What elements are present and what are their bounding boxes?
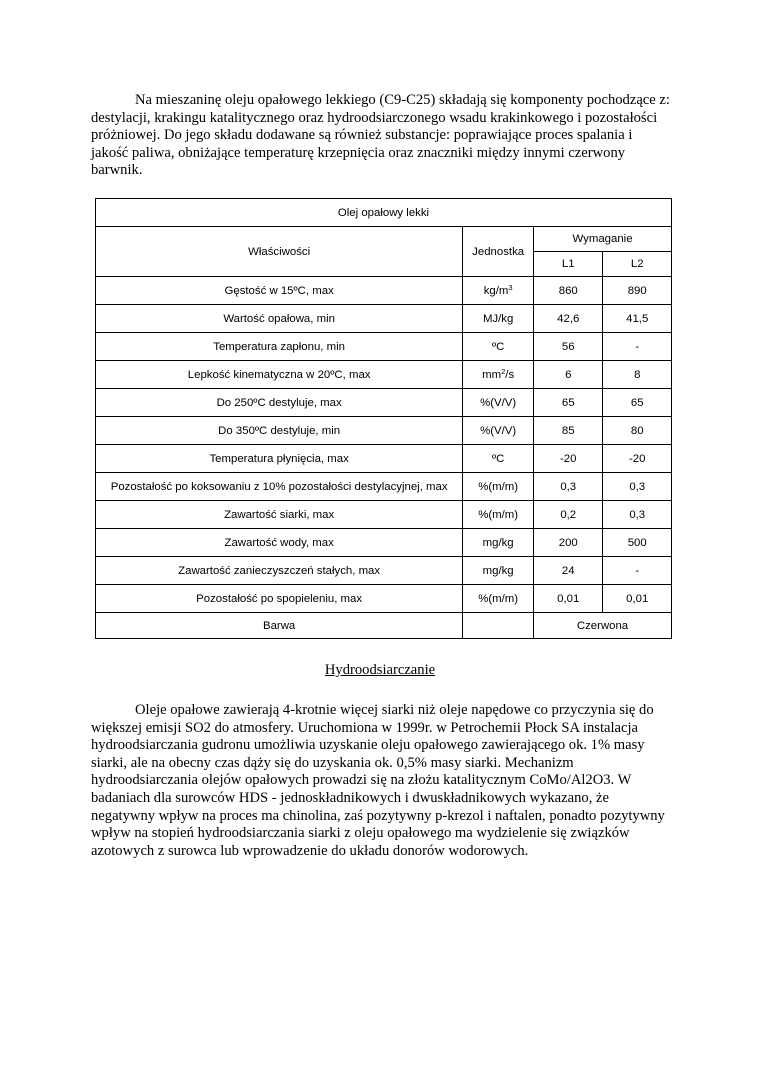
cell-unit-base: %(V/V) [480, 396, 517, 409]
table-row [96, 389, 672, 417]
cell-l1: 85 [534, 417, 603, 445]
cell-unit-base: %(m/m) [478, 508, 519, 521]
color-value: Czerwona [534, 613, 672, 639]
cell-l2: 890 [603, 277, 672, 305]
cell-property: Gęstość w 15ºC, max [96, 277, 463, 305]
section-heading: Hydroodsiarczanie [324, 662, 436, 678]
cell-unit-base: %(m/m) [478, 480, 519, 493]
cell-property: Wartość opałowa, min [96, 305, 463, 333]
cell-property: Zawartość wody, max [96, 529, 463, 557]
table-title: Olej opałowy lekki [96, 199, 672, 227]
cell-property: Zawartość zanieczyszczeń stałych, max [96, 557, 463, 585]
cell-unit-superscript: 2 [501, 366, 506, 376]
table-row [96, 417, 672, 445]
cell-l2: - [603, 557, 672, 585]
table-header-row [96, 227, 672, 252]
cell-unit-base: ºC [491, 340, 505, 353]
cell-l1: 0,01 [534, 585, 603, 613]
table-row [96, 529, 672, 557]
table-row [96, 305, 672, 333]
header-l2: L2 [603, 252, 672, 277]
cell-l1: 65 [534, 389, 603, 417]
table-row [96, 361, 672, 389]
cell-unit-base: ºC [491, 452, 505, 465]
table-row [96, 277, 672, 305]
cell-unit [463, 585, 534, 613]
cell-l1: 0,3 [534, 473, 603, 501]
cell-property: Pozostałość po spopieleniu, max [96, 585, 463, 613]
cell-l1: 56 [534, 333, 603, 361]
cell-unit [463, 501, 534, 529]
cell-l1: 24 [534, 557, 603, 585]
hds-paragraph: Oleje opałowe zawierają 4-krotnie więcej siarki niż oleje napędowe co przyczynia się do większej emisji SO2 do atmosfery. Uruchomiona w 1999r. w Petrochemii Płock SA instalacja hydroodsiarczania gudronu umożliwia uzyskanie oleju opałowego zawierającego ok. 1% masy siarki, ale na obecny czas dąży się do uzyskania ok. 0,5% masy siarki. Mechanizm hydroodsiarczania olejów opałowych prowadzi się na złożu katalitycznym CoMo/Al2O3. W badaniach dla surowców HDS - jednoskładnikowych i dwuskładnikowych wykazano, że negatywny wpływ na proces ma chinolina, zaś pozytywny p-krezol i naftalen, ponadto pozytywny wpływ na stopień hydroodsiarczania siarki z oleju opałowego ma wydzielenie się związków azotowych z surowca lub wprowadzenie do układu donorów wodorowych. [91, 702, 665, 859]
color-label: Barwa [96, 613, 463, 639]
cell-unit [463, 389, 534, 417]
cell-unit-superscript: 3 [508, 282, 513, 292]
header-unit-text: Jednostka [472, 245, 525, 258]
header-property: Właściwości [96, 227, 463, 277]
color-unit-empty [463, 613, 534, 639]
cell-l2: -20 [603, 445, 672, 473]
cell-l2: - [603, 333, 672, 361]
cell-unit-base: mm [482, 368, 502, 381]
cell-l2: 8 [603, 361, 672, 389]
table-row [96, 473, 672, 501]
cell-unit [463, 361, 534, 389]
cell-unit-base: mg/kg [482, 564, 514, 577]
cell-unit [463, 333, 534, 361]
cell-unit [463, 529, 534, 557]
cell-property: Zawartość siarki, max [96, 501, 463, 529]
cell-property: Lepkość kinematyczna w 20ºC, max [96, 361, 463, 389]
cell-unit [463, 445, 534, 473]
cell-l2: 80 [603, 417, 672, 445]
cell-unit [463, 557, 534, 585]
cell-unit-tail: /s [505, 368, 515, 381]
intro-paragraph: Na mieszaninę oleju opałowego lekkiego (C9-C25) składają się komponenty pochodzące z: destylacji, krakingu katalitycznego oraz hydroodsiarczonego wsadu krakinkowego i pozostałości próżniowej. Do jego składu dodawane są również substancje: poprawiające proces spalania i jakość paliwa, obniżające temperaturę krzepnięcia oraz znaczniki między innymi czerwony barwnik. [91, 92, 670, 179]
cell-unit [463, 277, 534, 305]
cell-unit-base: mg/kg [482, 536, 514, 549]
cell-unit-base: MJ/kg [482, 312, 514, 325]
cell-unit [463, 417, 534, 445]
cell-l1: 200 [534, 529, 603, 557]
color-row [96, 613, 672, 639]
cell-l1: 42,6 [534, 305, 603, 333]
cell-unit-base: %(V/V) [480, 424, 517, 437]
table-row [96, 445, 672, 473]
cell-property: Pozostałość po koksowaniu z 10% pozostałości destylacyjnej, max [96, 473, 463, 501]
table-title-row [96, 199, 672, 227]
fuel-oil-spec-table [95, 198, 672, 639]
cell-l1: -20 [534, 445, 603, 473]
cell-l1: 6 [534, 361, 603, 389]
cell-l1: 860 [534, 277, 603, 305]
cell-unit [463, 305, 534, 333]
cell-l2: 65 [603, 389, 672, 417]
table-row [96, 501, 672, 529]
cell-property: Temperatura zapłonu, min [96, 333, 463, 361]
cell-unit-base: kg/m [483, 284, 509, 297]
cell-unit-base: %(m/m) [478, 592, 519, 605]
cell-l2: 0,3 [603, 473, 672, 501]
cell-property: Do 350ºC destyluje, min [96, 417, 463, 445]
table-row [96, 333, 672, 361]
cell-l2: 41,5 [603, 305, 672, 333]
cell-l1: 0,2 [534, 501, 603, 529]
table-row [96, 585, 672, 613]
cell-l2: 0,01 [603, 585, 672, 613]
cell-property: Temperatura płynięcia, max [96, 445, 463, 473]
cell-l2: 500 [603, 529, 672, 557]
header-l1: L1 [534, 252, 603, 277]
cell-unit [463, 473, 534, 501]
header-requirement: Wymaganie [534, 227, 672, 252]
cell-property: Do 250ºC destyluje, max [96, 389, 463, 417]
header-unit [463, 227, 534, 277]
table-row [96, 557, 672, 585]
cell-l2: 0,3 [603, 501, 672, 529]
